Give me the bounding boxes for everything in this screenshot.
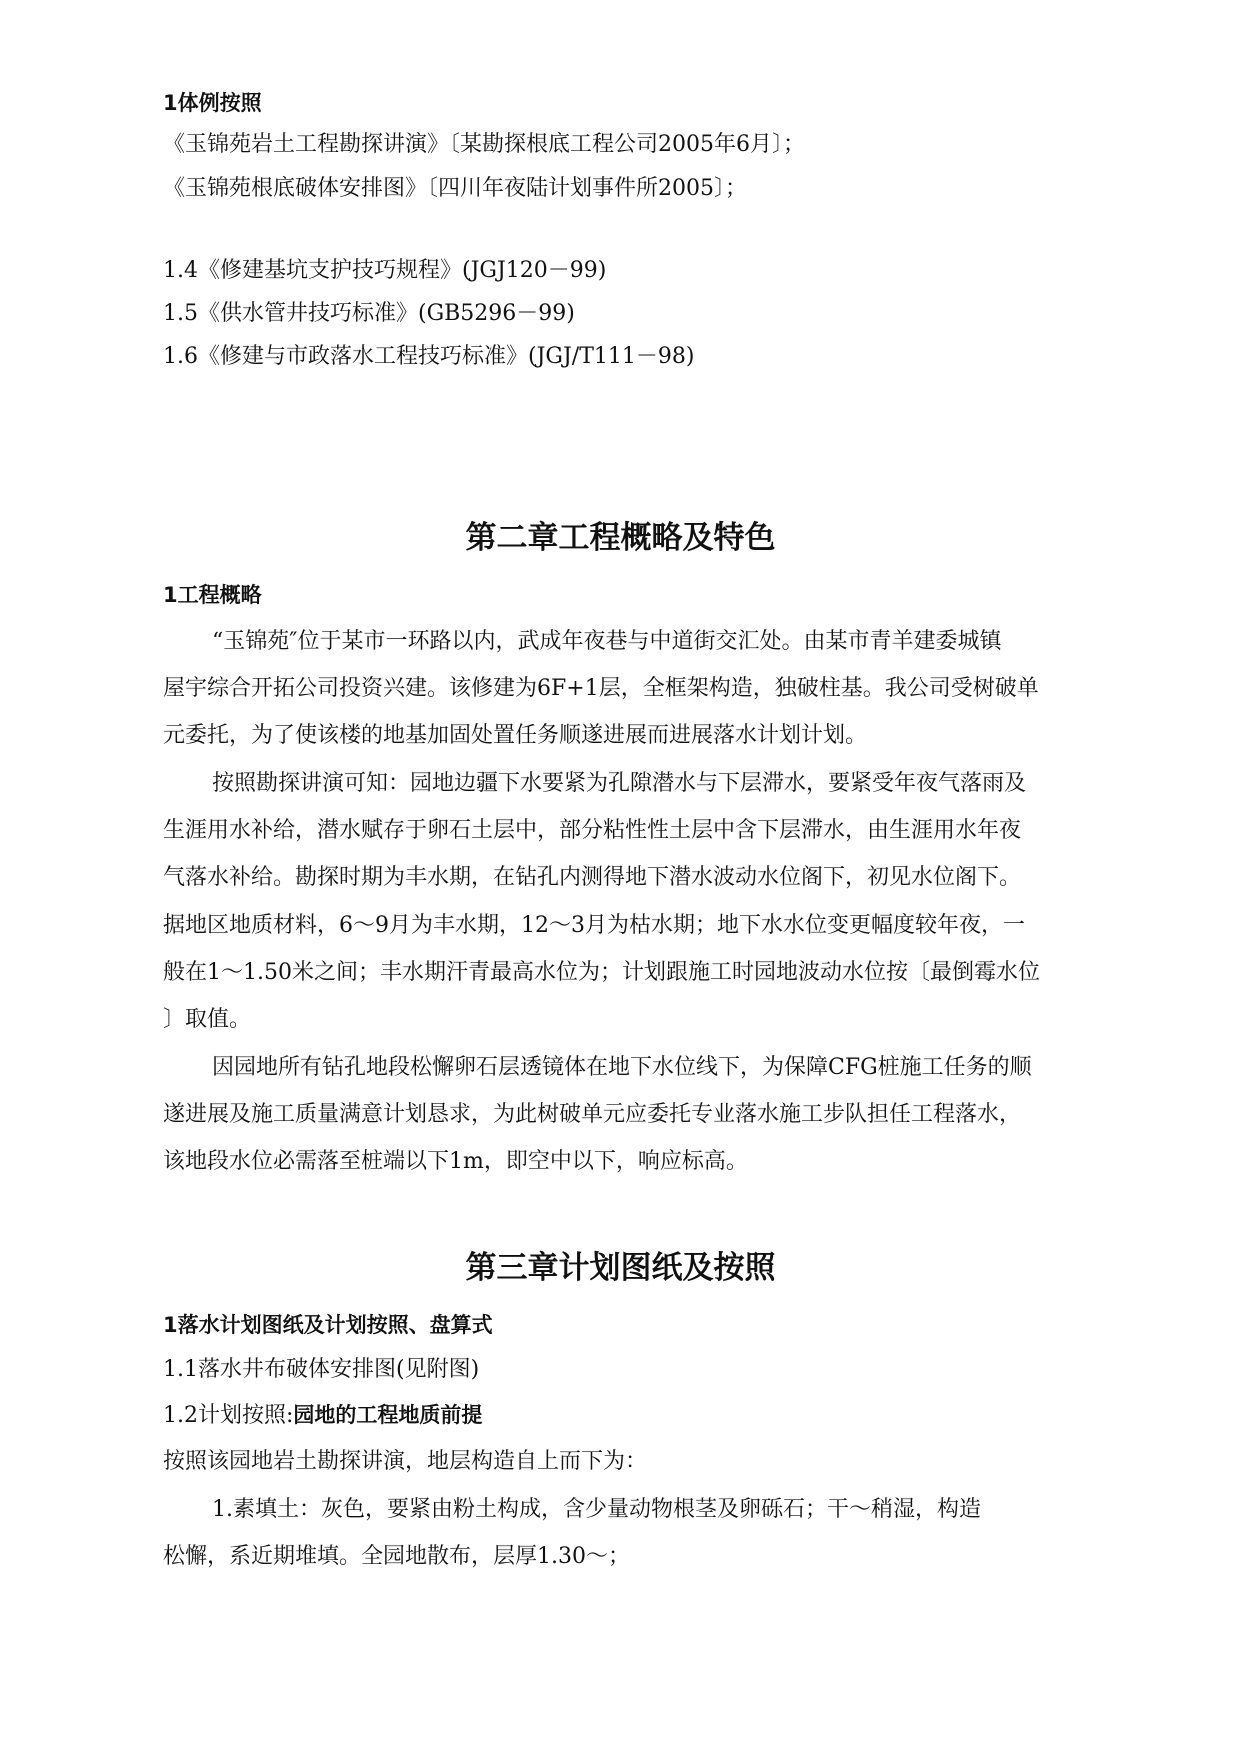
paragraph-line: 生涯用水补给，潜水赋存于卵石土层中，部分粘性性土层中含下层滞水，由生涯用水年夜 bbox=[163, 818, 1022, 843]
reference-line: 《玉锦苑岩土工程勘探讲演》〔某勘探根底工程公司2005年6月〕； bbox=[163, 132, 805, 157]
paragraph-line: 般在1～1.50米之间；丰水期汗青最高水位为；计划跟施工时园地波动水位按〔最倒霉水位 bbox=[163, 960, 1040, 985]
paragraph-line: 遂进展及施工质量满意计划恳求，为此树破单元应委托专业落水施工步队担任工程落水， bbox=[163, 1102, 1022, 1127]
paragraph-line: 按照该园地岩土勘探讲演，地层构造自上而下为： bbox=[163, 1449, 648, 1474]
item-line bbox=[163, 1400, 482, 1431]
item-prefix: 1.2计划按照: bbox=[163, 1403, 294, 1428]
paragraph-line: 屋宇综合开拓公司投资兴建。该修建为6F+1层，全框架构造，独破柱基。我公司受树破单 bbox=[163, 676, 1039, 701]
paragraph-line: 按照勘探讲演可知：园地边疆下水要紧为孔隙潜水与下层滞水，要紧受年夜气落雨及 bbox=[212, 771, 1027, 796]
standard-line: 1.6《修建与市政落水工程技巧标准》(JGJ/T111－98) bbox=[163, 344, 695, 369]
section-heading-basis: 1体例按照 bbox=[163, 91, 262, 115]
chapter-3-title: 第三章计划图纸及按照 bbox=[465, 1250, 776, 1286]
paragraph-line: “玉锦苑″位于某市一环路以内，武成年夜巷与中道街交汇处。由某市青羊建委城镇 bbox=[212, 629, 1002, 654]
reference-line: 《玉锦苑根底破体安排图》〔四川年夜陆计划事件所2005〕； bbox=[163, 176, 747, 201]
paragraph-line: 因园地所有钻孔地段松懈卵石层透镜体在地下水位线下，为保障CFG桩施工任务的顺 bbox=[212, 1055, 1032, 1080]
paragraph-line: 1.素填土：灰色，要紧由粉土构成，含少量动物根茎及卵砾石；干～稍湿，构造 bbox=[212, 1497, 981, 1522]
chapter-2-title: 第二章工程概略及特色 bbox=[465, 520, 776, 556]
section-heading-drawings: 1落水计划图纸及计划按照、盘算式 bbox=[163, 1313, 493, 1337]
item-bold-text: 园地的工程地质前提 bbox=[293, 1403, 483, 1427]
standard-line: 1.4《修建基坑支护技巧规程》(JGJ120－99) bbox=[163, 258, 607, 283]
paragraph-line: 〕取值。 bbox=[163, 1007, 252, 1032]
paragraph-line: 该地段水位必需落至桩端以下1m，即空中以下，响应标高。 bbox=[163, 1149, 748, 1174]
section-heading-overview: 1工程概略 bbox=[163, 583, 262, 607]
paragraph-line: 据地区地质材料，6～9月为丰水期，12～3月为枯水期；地下水水位变更幅度较年夜，一 bbox=[163, 913, 1025, 938]
paragraph-line: 松懈，系近期堆填。全园地散布，层厚1.30～； bbox=[163, 1544, 630, 1569]
paragraph-line: 元委托，为了使该楼的地基加固处置任务顺遂进展而进展落水计划计划。 bbox=[163, 723, 868, 748]
item-line: 1.1落水井布破体安排图(见附图) bbox=[163, 1357, 480, 1382]
paragraph-line: 气落水补给。勘探时期为丰水期，在钻孔内测得地下潜水波动水位阁下，初见水位阁下。 bbox=[163, 865, 1022, 890]
standard-line: 1.5《供水管井技巧标准》(GB5296－99) bbox=[163, 301, 575, 326]
